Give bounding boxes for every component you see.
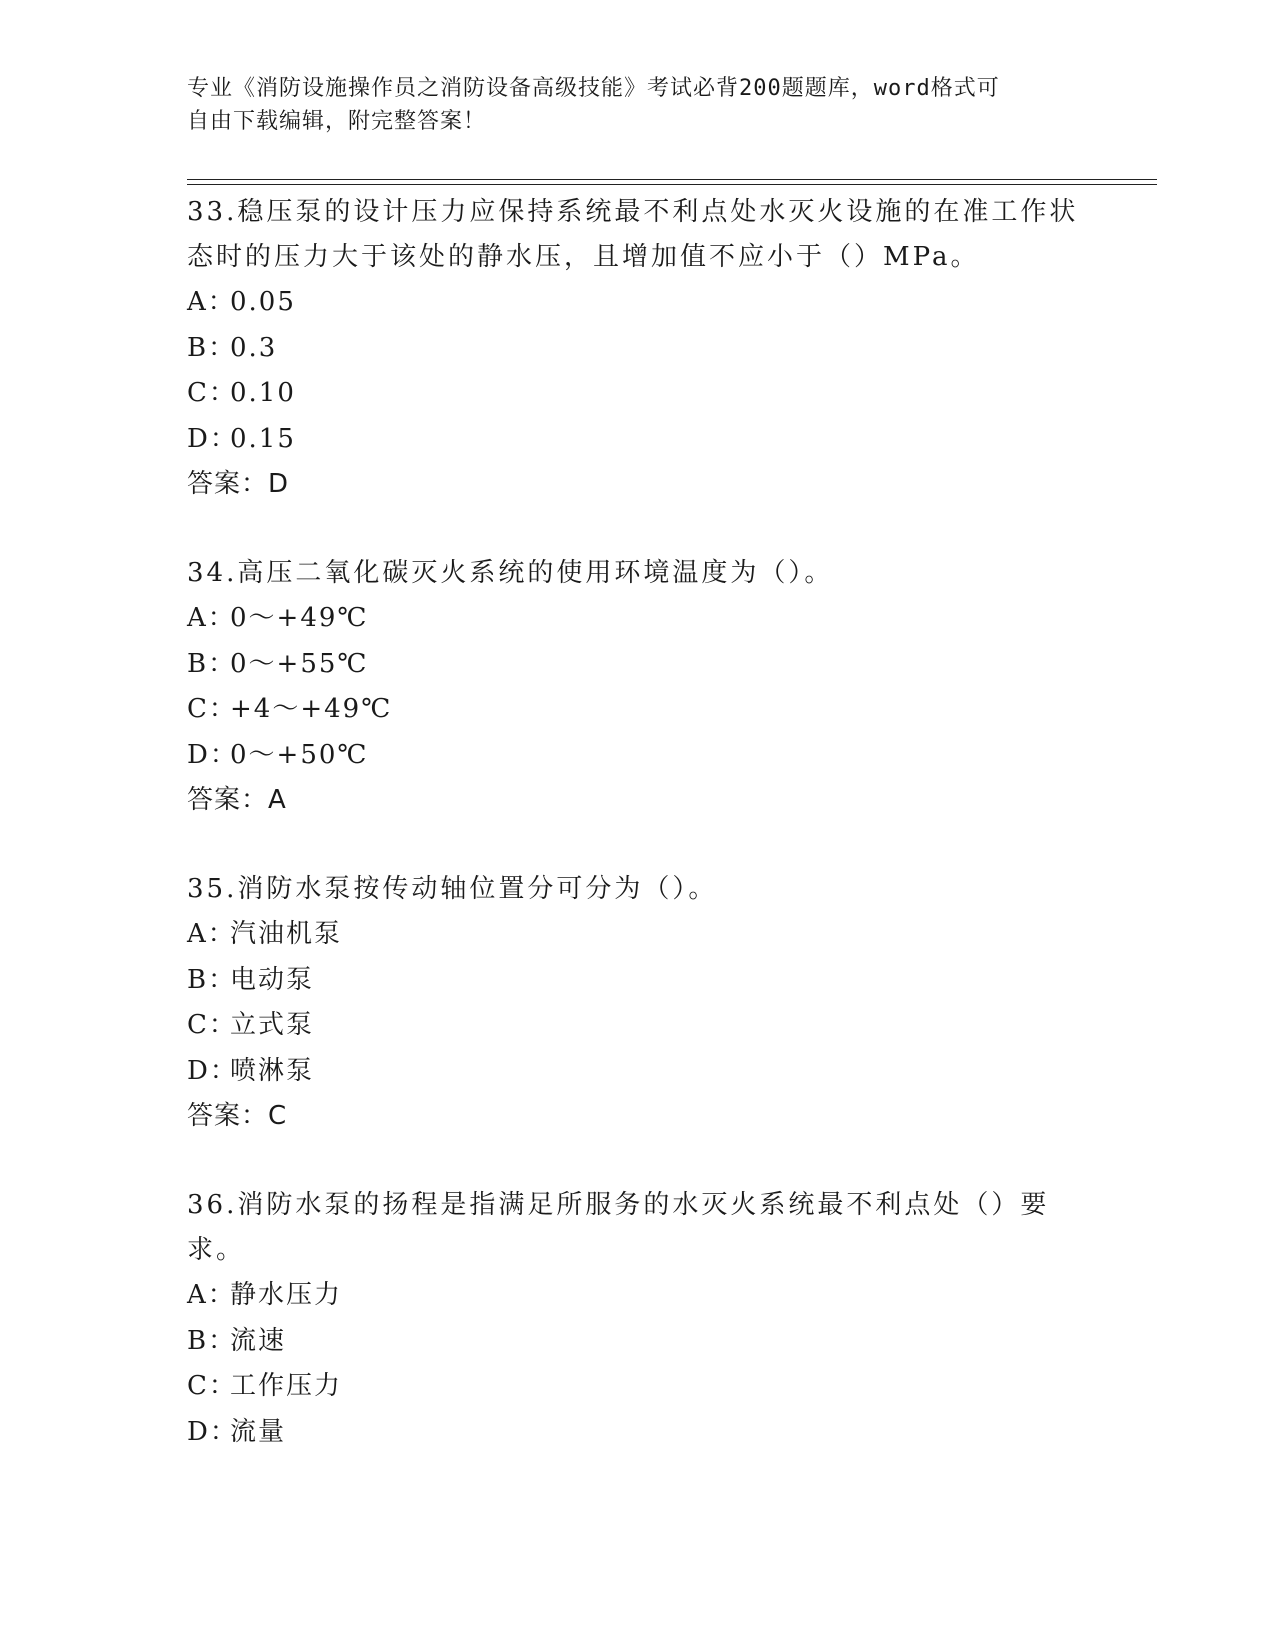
option-key: C： [187, 1371, 237, 1401]
option-key: A： [187, 603, 236, 633]
option-d [187, 733, 1087, 779]
option-key: C： [187, 378, 237, 408]
option-value: 0.10 [230, 378, 296, 408]
answer: 答案：D [187, 469, 290, 499]
option-value: 工作压力 [230, 1371, 343, 1401]
answer: 答案：C [187, 1101, 288, 1131]
option-value: 流量 [230, 1416, 287, 1447]
option-b [187, 1319, 1087, 1365]
option-key: B： [187, 1325, 237, 1356]
question-33 [187, 190, 1087, 507]
question-36 [187, 1183, 1087, 1455]
question-text: 34.高压二氧化碳灭火系统的使用环境温度为（）。 [187, 558, 834, 588]
option-value: 0.3 [230, 332, 278, 363]
option-key: D： [187, 423, 238, 454]
option-value: 0～+50℃ [230, 739, 369, 770]
header-divider [187, 179, 1157, 185]
document-header [187, 72, 1087, 138]
option-a [187, 912, 1087, 958]
option-value: 汽油机泵 [230, 919, 343, 949]
option-value: 0.05 [230, 287, 296, 317]
option-c [187, 1364, 1087, 1410]
header-line-1: 专业《消防设施操作员之消防设备高级技能》考试必背200题题库，word格式可 [187, 76, 1000, 101]
option-value: 流速 [230, 1325, 287, 1356]
option-d [187, 1410, 1087, 1456]
question-35 [187, 867, 1087, 1139]
option-value: +4～+49℃ [230, 694, 393, 724]
option-c [187, 371, 1087, 417]
option-key: A： [187, 287, 236, 317]
option-key: B： [187, 648, 237, 679]
answer: 答案：A [187, 785, 287, 815]
option-key: B： [187, 332, 237, 363]
option-c [187, 687, 1087, 733]
question-text: 33.稳压泵的设计压力应保持系统最不利点处水灭火设施的在准工作状态时的压力大于该处的静水压，且增加值不应小于（）MPa。 [187, 197, 1079, 272]
option-value: 0～+49℃ [230, 603, 369, 633]
option-b [187, 642, 1087, 688]
question-text: 35.消防水泵按传动轴位置分可分为（）。 [187, 874, 718, 904]
option-key: D： [187, 1055, 238, 1086]
option-value: 静水压力 [230, 1280, 343, 1310]
option-d [187, 1049, 1087, 1095]
option-a [187, 596, 1087, 642]
option-value: 电动泵 [230, 964, 315, 995]
option-key: C： [187, 1010, 237, 1040]
option-b [187, 326, 1087, 372]
option-value: 立式泵 [230, 1010, 315, 1040]
option-a [187, 280, 1087, 326]
option-a [187, 1273, 1087, 1319]
question-list [187, 190, 1087, 1499]
question-34 [187, 551, 1087, 823]
option-value: 喷淋泵 [230, 1055, 315, 1086]
option-b [187, 958, 1087, 1004]
option-key: C： [187, 694, 237, 724]
header-line-2: 自由下载编辑，附完整答案！ [187, 109, 487, 134]
option-c [187, 1003, 1087, 1049]
option-key: D： [187, 1416, 238, 1447]
option-value: 0.15 [230, 423, 296, 454]
option-d [187, 417, 1087, 463]
option-key: A： [187, 919, 236, 949]
option-value: 0～+55℃ [230, 648, 369, 679]
option-key: A： [187, 1280, 236, 1310]
option-key: D： [187, 739, 238, 770]
option-key: B： [187, 964, 237, 995]
question-text: 36.消防水泵的扬程是指满足所服务的水灭火系统最不利点处（）要求。 [187, 1190, 1050, 1265]
